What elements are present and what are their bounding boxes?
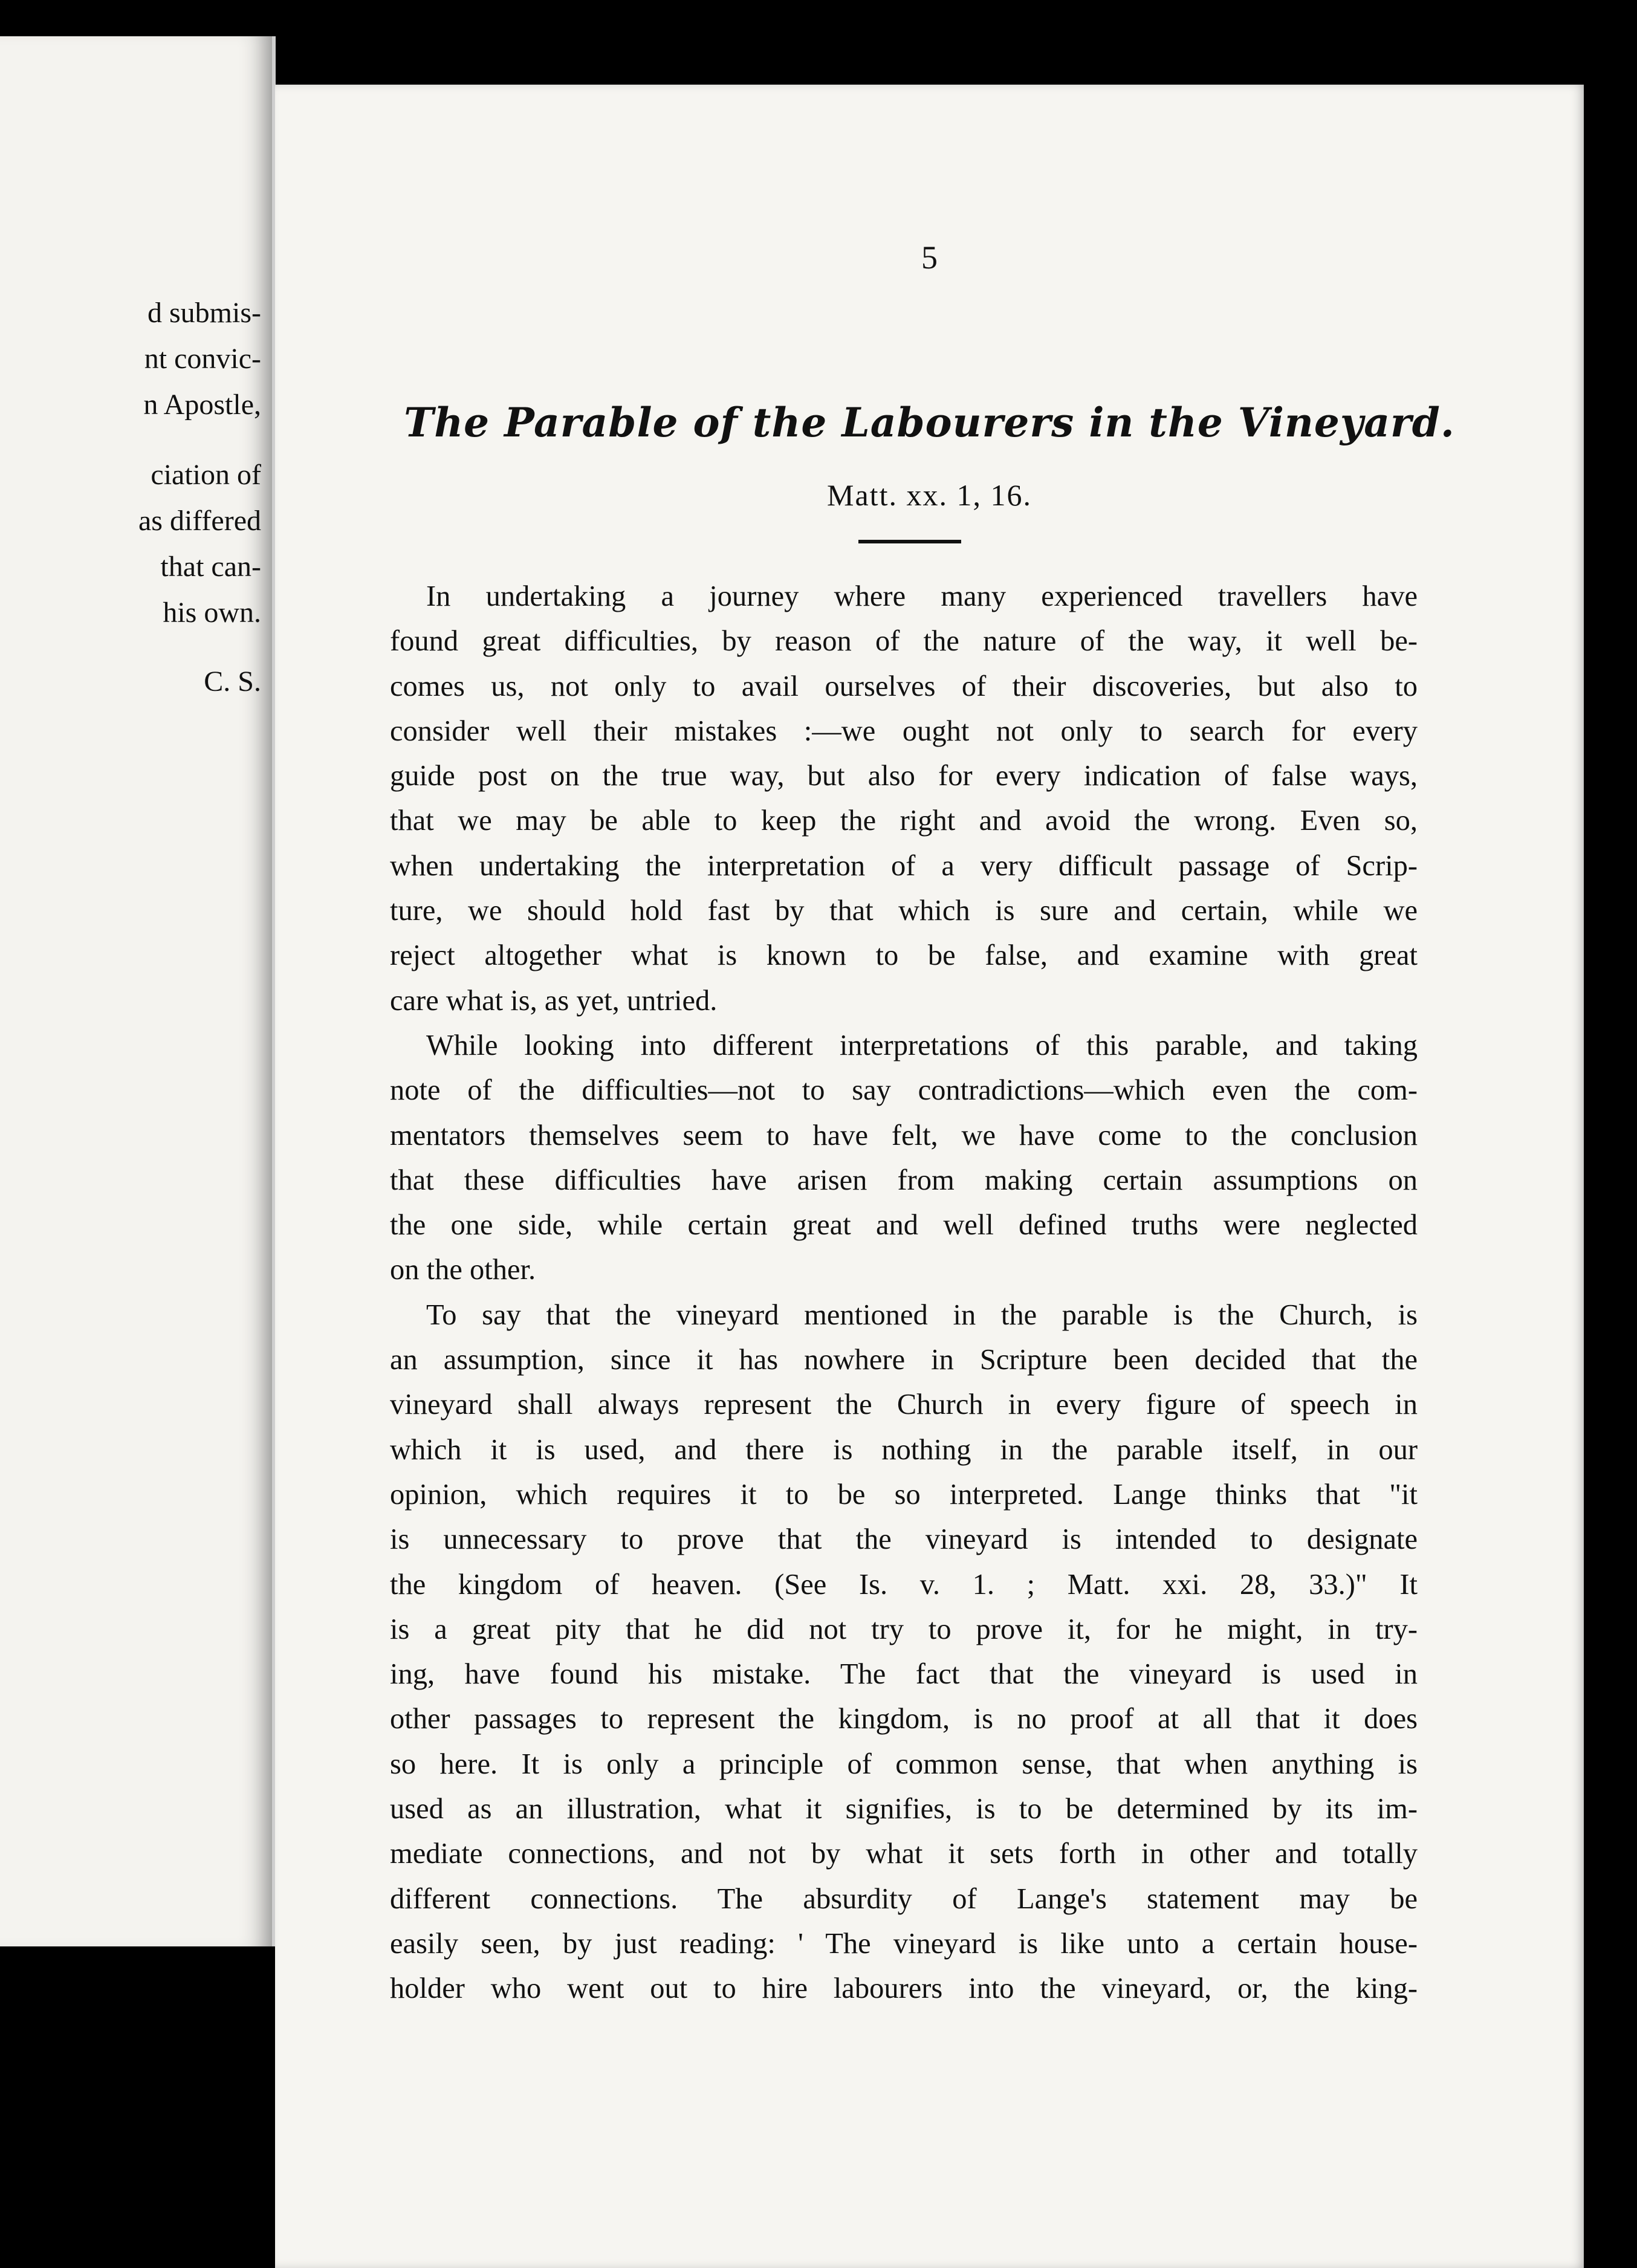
text-line: To say that the vineyard mentioned in the parable is the Church, is <box>426 1298 1418 1331</box>
page-title: The Parable of the Labourers in the Vineyard. <box>404 399 1455 446</box>
page-number: 5 <box>921 239 938 276</box>
text-line: holder who went out to hire labourers into the vineyard, or, the king- <box>390 1972 1418 2005</box>
text-line: which it is used, and there is nothing in the parable itself, in our <box>390 1433 1418 1466</box>
left-line: his own. <box>163 597 261 629</box>
text-line: is unnecessary to prove that the vineyard is intended to designate <box>390 1523 1418 1556</box>
left-line: as differed <box>138 505 261 537</box>
text-line: on the other. <box>390 1254 536 1286</box>
text-line: ing, have found his mistake. The fact that the vineyard is used in <box>390 1658 1418 1691</box>
body-text <box>390 574 1418 2012</box>
left-line: n Apostle, <box>143 389 261 421</box>
left-signature: C. S. <box>204 666 261 698</box>
text-line: easily seen, by just reading: ' The vineyard is like unto a certain house- <box>390 1927 1418 1960</box>
left-page-text <box>138 290 261 705</box>
right-page <box>275 85 1584 2268</box>
text-line: when undertaking the interpretation of a very difficult passage of Scrip- <box>390 849 1418 882</box>
left-line: that can- <box>160 551 261 583</box>
text-line: vineyard shall always represent the Church in every figure of speech in <box>390 1388 1418 1421</box>
text-line: consider well their mistakes :—we ought not only to search for every <box>390 714 1418 747</box>
left-line: nt convic- <box>144 343 261 375</box>
text-line: ture, we should hold fast by that which is sure and certain, while we <box>390 895 1418 927</box>
text-line: that we may be able to keep the right and avoid the wrong. Even so, <box>390 805 1418 837</box>
text-line: the one side, while certain great and well defined truths were neglected <box>390 1209 1418 1242</box>
text-line: mentators themselves seem to have felt, we have come to the conclusion <box>390 1119 1418 1152</box>
text-line: different connections. The absurdity of Lange's statement may be <box>390 1882 1418 1915</box>
left-page-fragment <box>0 36 276 1946</box>
text-line: mediate connections, and not by what it sets forth in other and totally <box>390 1838 1418 1870</box>
text-line: found great difficulties, by reason of the nature of the way, it well be- <box>390 625 1418 658</box>
scripture-reference: Matt. xx. 1, 16. <box>827 478 1032 512</box>
text-line: reject altogether what is known to be false, and examine with great <box>390 939 1418 972</box>
title-rule <box>858 540 961 543</box>
text-line: comes us, not only to avail ourselves of their discoveries, but also to <box>390 670 1418 702</box>
text-line: the kingdom of heaven. (See Is. v. 1. ; Matt. xxi. 28, 33.)" It <box>390 1568 1418 1601</box>
text-line: other passages to represent the kingdom, is no proof at all that it does <box>390 1703 1418 1735</box>
text-line: While looking into different interpretations of this parable, and taking <box>426 1029 1418 1061</box>
text-line: used as an illustration, what it signifies, is to be determined by its im- <box>390 1793 1418 1826</box>
text-line: note of the difficulties—not to say contradictions—which even the com- <box>390 1074 1418 1107</box>
text-line: In undertaking a journey where many experienced travellers have <box>426 580 1418 612</box>
text-line: is a great pity that he did not try to prove it, for he might, in try- <box>390 1613 1418 1645</box>
text-line: so here. It is only a principle of common sense, that when anything is <box>390 1748 1418 1780</box>
left-line: d submis- <box>147 297 261 329</box>
text-line: opinion, which requires it to be so interpreted. Lange thinks that "it <box>390 1478 1418 1511</box>
text-line: guide post on the true way, but also for every indication of false ways, <box>390 760 1418 792</box>
text-line: care what is, as yet, untried. <box>390 984 718 1017</box>
text-line: an assumption, since it has nowhere in Scripture been decided that the <box>390 1344 1418 1376</box>
left-line: ciation of <box>151 459 261 491</box>
text-line: that these difficulties have arisen from making certain assumptions on <box>390 1164 1418 1196</box>
